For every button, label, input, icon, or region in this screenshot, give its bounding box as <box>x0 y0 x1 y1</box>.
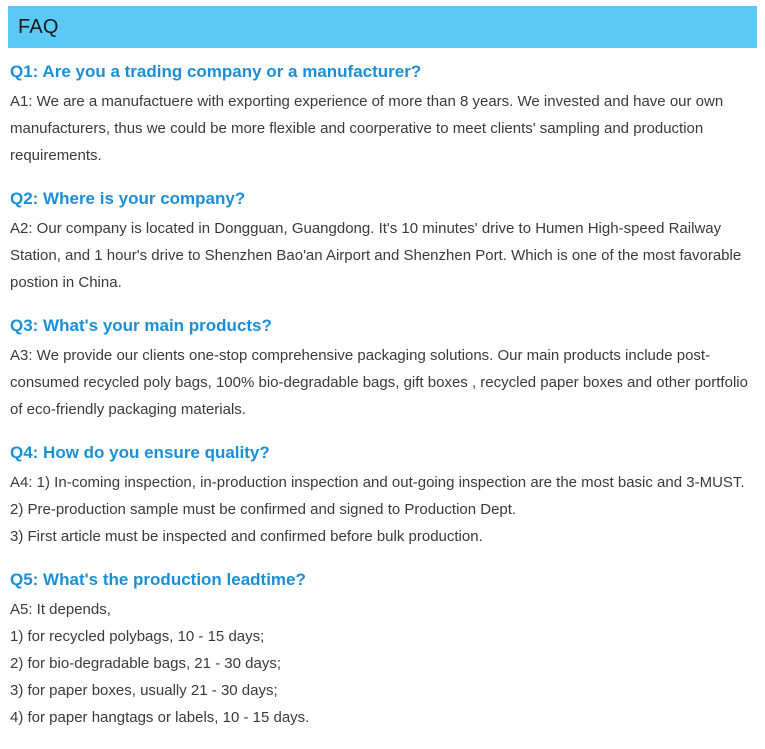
faq-answer-line: 3) First article must be inspected and confirmed before bulk production. <box>10 528 483 545</box>
faq-answer <box>10 342 755 423</box>
faq-answer <box>10 88 755 169</box>
faq-question: Q4: How do you ensure quality? <box>10 443 270 462</box>
faq-answer-line: A1: We are a manufactuere with exporting experience of more than 8 years. We invested and have our own manufacturers, thus we could be more flexible and coorperative to meet clients' sampling and production requirements. <box>10 93 724 164</box>
faq-question: Q5: What's the production leadtime? <box>10 570 306 589</box>
faq-answer-line: A3: We provide our clients one-stop comprehensive packaging solutions. Our main products include post-consumed recycled poly bags, 100% bio-degradable bags, gift boxes , recycled paper boxes and other portfolio of eco-friendly packaging materials. <box>10 347 748 418</box>
faq-answer-line: 1) for recycled polybags, 10 - 15 days; <box>10 628 265 645</box>
page-title: FAQ <box>18 15 59 38</box>
faq-answer <box>10 596 755 731</box>
faq-item <box>10 187 755 296</box>
faq-list <box>10 60 755 749</box>
faq-answer-line: 3) for paper boxes, usually 21 - 30 days; <box>10 682 278 699</box>
faq-question: Q1: Are you a trading company or a manufacturer? <box>10 62 422 81</box>
faq-header-bar <box>8 6 757 48</box>
faq-question: Q3: What's your main products? <box>10 316 272 335</box>
faq-item <box>10 441 755 550</box>
faq-answer-line: 2) Pre-production sample must be confirmed and signed to Production Dept. <box>10 501 517 518</box>
faq-answer-line: A2: Our company is located in Dongguan, Guangdong. It's 10 minutes' drive to Humen High-speed Railway Station, and 1 hour's drive to Shenzhen Bao'an Airport and Shenzhen Port. Which is one of the most favorable postion in China. <box>10 220 742 291</box>
faq-answer-line: 4) for paper hangtags or labels, 10 - 15 days. <box>10 709 310 726</box>
faq-item <box>10 568 755 731</box>
faq-question: Q2: Where is your company? <box>10 189 246 208</box>
faq-item <box>10 60 755 169</box>
faq-item <box>10 314 755 423</box>
faq-answer-line: A5: It depends, <box>10 601 111 618</box>
faq-answer-line: A4: 1) In-coming inspection, in-production inspection and out-going inspection are the most basic and 3-MUST. <box>10 474 745 491</box>
faq-answer-line: 2) for bio-degradable bags, 21 - 30 days; <box>10 655 282 672</box>
faq-answer <box>10 215 755 296</box>
faq-answer <box>10 469 755 550</box>
